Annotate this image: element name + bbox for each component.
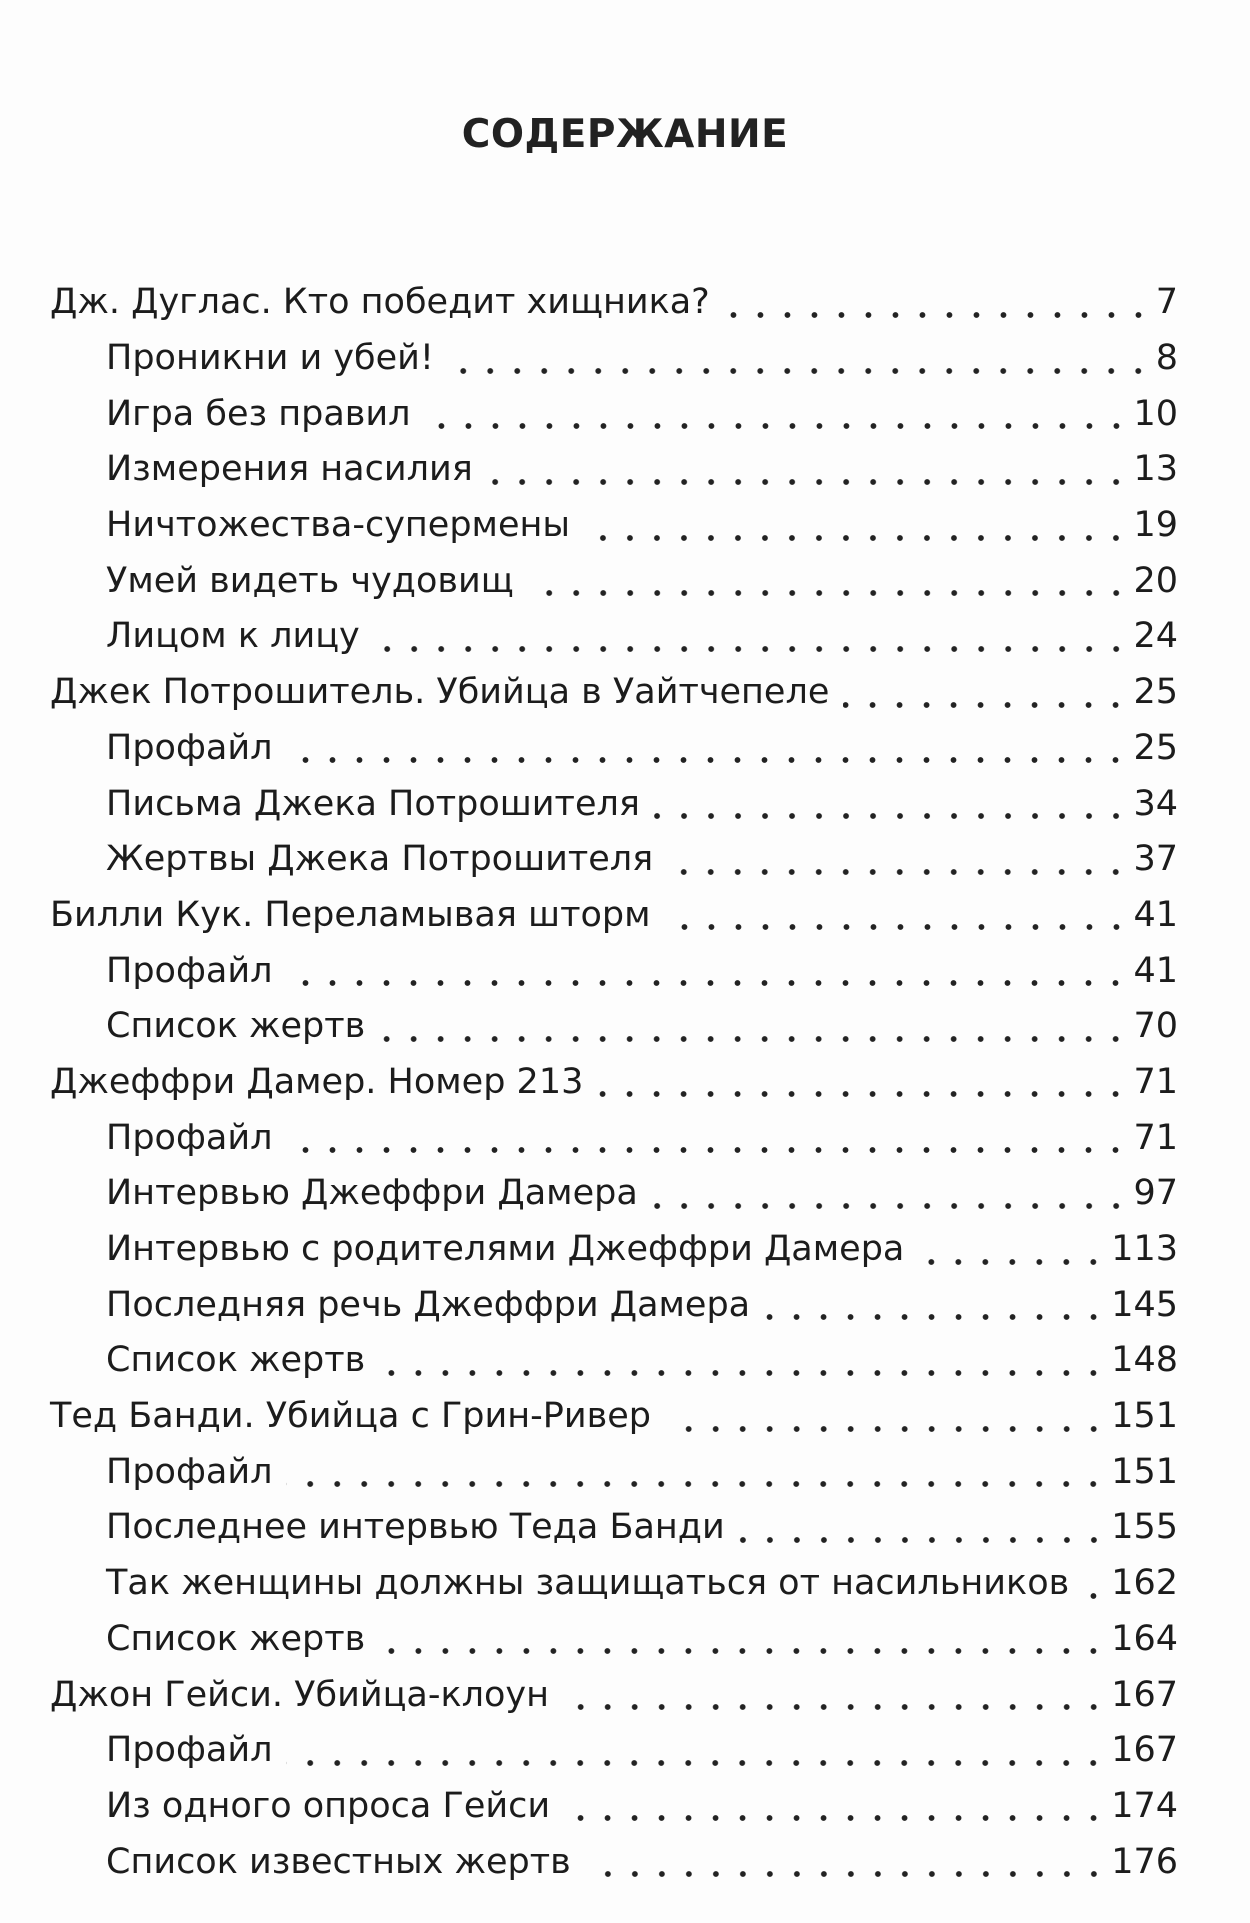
toc-entry-title: Профайл [106, 1730, 273, 1771]
toc-entry-title: Интервью Джеффри Дамера [106, 1173, 638, 1214]
toc-page-number: 167 [1111, 1730, 1178, 1771]
toc-page-number: 34 [1133, 783, 1178, 824]
toc-entry-title: Лицом к лицу [106, 616, 360, 657]
toc-page-number: 10 [1133, 393, 1178, 434]
toc-entry-title: Джек Потрошитель. Убийца в Уайтчепеле [50, 672, 830, 713]
toc-page-number: 164 [1111, 1618, 1178, 1659]
dot-leader [667, 843, 1129, 877]
toc-entry-title: Игра без правил [106, 393, 411, 434]
dot-leader [563, 1678, 1107, 1712]
dot-leader [286, 1121, 1129, 1155]
toc-entry-title: Список жертв [106, 1618, 366, 1659]
dot-leader [584, 509, 1129, 543]
toc-page-number: 176 [1111, 1841, 1178, 1882]
toc-page-number: 162 [1111, 1563, 1178, 1604]
toc-page-number: 71 [1133, 1061, 1178, 1102]
toc-section-entry [0, 1444, 1250, 1500]
toc-entry-title: Профайл [106, 727, 273, 768]
toc-section-entry [0, 386, 1250, 442]
dot-leader [597, 1065, 1129, 1099]
toc-entry-title: Из одного опроса Гейси [106, 1785, 551, 1826]
toc-entry-title: Тед Банди. Убийца с Грин-Ривер [50, 1396, 651, 1437]
toc-section-entry [0, 331, 1250, 387]
toc-page-number: 25 [1133, 672, 1178, 713]
toc-entry-title: Так женщины должны защищаться от насильников [106, 1563, 1070, 1604]
toc-entry-title: Список известных жертв [106, 1841, 571, 1882]
toc-page-number: 70 [1133, 1006, 1178, 1047]
dot-leader [487, 453, 1130, 487]
toc-entry-title: Билли Кук. Переламывая шторм [50, 894, 651, 935]
toc-entry-title: Умей видеть чудовищ [106, 560, 514, 601]
toc-entry-title: Профайл [106, 950, 273, 991]
dot-leader [528, 564, 1130, 598]
toc-entry-title: Джон Гейси. Убийца-клоун [50, 1674, 549, 1715]
toc-chapter-entry [0, 275, 1250, 331]
dot-leader [764, 1288, 1107, 1322]
toc-section-entry [0, 943, 1250, 999]
toc-entry-title: Список жертв [106, 1006, 366, 1047]
toc-entry-title: Интервью с родителями Джеффри Дамера [106, 1229, 905, 1270]
toc-entry-title: Ничтожества-супермены [106, 505, 570, 546]
dot-leader [918, 1233, 1107, 1267]
toc-page-number: 151 [1111, 1451, 1178, 1492]
toc-section-entry [0, 553, 1250, 609]
dot-leader [379, 1622, 1107, 1656]
dot-leader [665, 898, 1130, 932]
toc-entry-title: Проникни и убей! [106, 338, 434, 379]
dot-leader [286, 1734, 1107, 1768]
toc-section-entry [0, 1333, 1250, 1389]
dot-leader [286, 731, 1129, 765]
dot-leader [286, 1455, 1107, 1489]
toc-entry-title: Измерения насилия [106, 449, 473, 490]
toc-entry-title: Джеффри Дамер. Номер 213 [50, 1061, 584, 1102]
toc-entry-title: Последняя речь Джеффри Дамера [106, 1284, 751, 1325]
toc-section-entry [0, 1612, 1250, 1668]
toc-page-number: 24 [1133, 616, 1178, 657]
toc-page-number: 148 [1111, 1340, 1178, 1381]
dot-leader [564, 1789, 1107, 1823]
toc-page-number: 97 [1133, 1173, 1178, 1214]
toc-page-number: 37 [1133, 839, 1178, 880]
dot-leader [425, 397, 1130, 431]
toc-chapter-entry [0, 1389, 1250, 1445]
dot-leader [379, 1344, 1107, 1378]
toc-entry-title: Дж. Дуглас. Кто победит хищника? [50, 282, 710, 323]
toc-entry-title: Письма Джека Потрошителя [106, 783, 640, 824]
toc-page-number: 41 [1133, 894, 1178, 935]
toc-page-number: 174 [1111, 1785, 1178, 1826]
toc-chapter-entry [0, 1667, 1250, 1723]
toc-page-number: 13 [1133, 449, 1178, 490]
toc-entry-title: Профайл [106, 1117, 273, 1158]
toc-page-number: 155 [1111, 1507, 1178, 1548]
dot-leader [724, 286, 1152, 320]
toc-section-entry [0, 1779, 1250, 1835]
toc-entry-title: Список жертв [106, 1340, 366, 1381]
toc-page-number: 7 [1155, 282, 1178, 323]
toc-chapter-entry [0, 665, 1250, 721]
toc-page-number: 151 [1111, 1396, 1178, 1437]
toc-entry-title: Последнее интервью Теда Банди [106, 1507, 725, 1548]
toc-page-number: 71 [1133, 1117, 1178, 1158]
toc-page-number: 8 [1155, 338, 1178, 379]
toc-page-number: 19 [1133, 505, 1178, 546]
dot-leader [843, 676, 1129, 710]
dot-leader [374, 620, 1130, 654]
table-of-contents [0, 275, 1250, 1890]
toc-page-number: 113 [1111, 1229, 1178, 1270]
toc-section-entry [0, 1110, 1250, 1166]
dot-leader [448, 342, 1152, 376]
dot-leader [1083, 1567, 1107, 1601]
toc-page-number: 145 [1111, 1284, 1178, 1325]
dot-leader [652, 1177, 1130, 1211]
dot-leader [739, 1511, 1107, 1545]
toc-page-number: 41 [1133, 950, 1178, 991]
toc-section-entry [0, 1166, 1250, 1222]
toc-chapter-entry [0, 888, 1250, 944]
toc-section-entry [0, 1277, 1250, 1333]
dot-leader [585, 1845, 1107, 1879]
toc-page-number: 25 [1133, 727, 1178, 768]
toc-entry-title: Профайл [106, 1451, 273, 1492]
toc-section-entry [0, 1723, 1250, 1779]
toc-section-entry [0, 1834, 1250, 1890]
toc-section-entry [0, 1222, 1250, 1278]
toc-chapter-entry [0, 1055, 1250, 1111]
toc-section-entry [0, 721, 1250, 777]
dot-leader [379, 1010, 1129, 1044]
toc-section-entry [0, 442, 1250, 498]
dot-leader [286, 954, 1129, 988]
toc-entry-title: Жертвы Джека Потрошителя [106, 839, 654, 880]
toc-page-number: 167 [1111, 1674, 1178, 1715]
toc-section-entry [0, 1500, 1250, 1556]
page-title: СОДЕРЖАНИЕ [461, 112, 789, 157]
toc-section-entry [0, 609, 1250, 665]
dot-leader [665, 1400, 1107, 1434]
toc-section-entry [0, 832, 1250, 888]
toc-section-entry [0, 776, 1250, 832]
dot-leader [654, 787, 1130, 821]
toc-section-entry [0, 498, 1250, 554]
toc-page-number: 20 [1133, 560, 1178, 601]
toc-section-entry [0, 999, 1250, 1055]
toc-section-entry [0, 1556, 1250, 1612]
